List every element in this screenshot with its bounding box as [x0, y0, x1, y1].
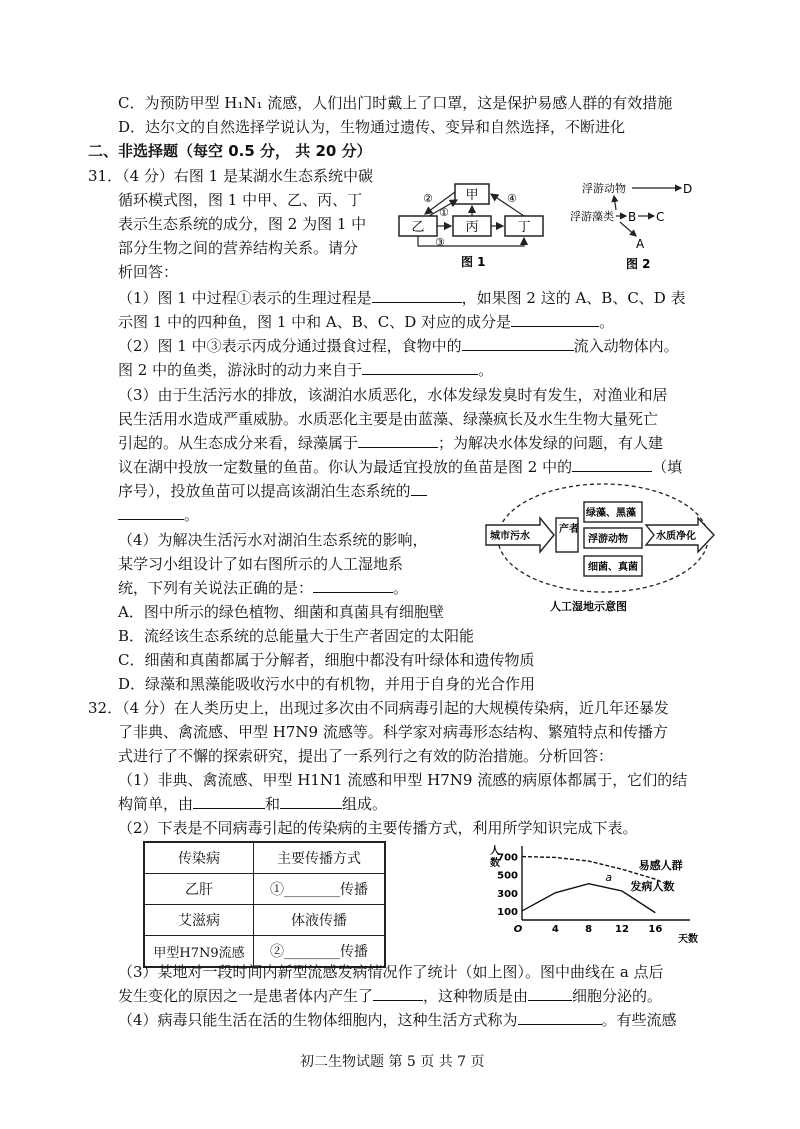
x-tick-label: 4	[551, 924, 559, 935]
arrow-algae-a	[620, 222, 636, 236]
option-c: C．为预防甲型 H₁N₁ 流感，人们出门时戴上了口罩，这是保护易感人群的有效措施	[118, 94, 673, 112]
node-ding: 丁	[517, 220, 531, 235]
table-header-row	[144, 842, 385, 874]
answer-blank[interactable]	[193, 794, 265, 809]
series-label: 发病人数	[630, 880, 675, 894]
q31-4-line2: 某学习小组设计了如右图所示的人工湿地系	[118, 555, 404, 573]
node-yi: 乙	[411, 220, 425, 235]
table-header: 主要传播方式	[254, 842, 386, 874]
answer-blank[interactable]	[572, 457, 652, 472]
q31-3-line5: 序号），投放鱼苗可以提高该湖泊生态系统的	[118, 481, 427, 501]
answer-blank[interactable]	[313, 578, 393, 593]
fig2-d: D	[683, 182, 693, 196]
y-tick-label: 700	[497, 852, 518, 864]
y-axis-label: 人	[490, 846, 500, 857]
q31-line5: 析回答：	[118, 263, 179, 281]
box-algae-label: 绿藻、黑藻	[586, 508, 636, 519]
y-tick-label: 500	[497, 870, 518, 882]
q32-4-line1: （4）病毒只能生活在活的生物体细胞内，这种生活方式称为 。有些流感	[118, 1011, 677, 1029]
q31-line4: 部分生物之间的营养结构关系。请分	[118, 239, 359, 257]
q32-1-line2: 构简单，由 和 组成。	[118, 795, 388, 813]
fig2-zoo: 浮游动物	[582, 182, 626, 195]
q31-line2: 循环模式图，图 1 中甲、乙、丙、丁	[118, 191, 363, 209]
table-cell[interactable]: ①________传播	[254, 874, 386, 905]
q32-line2: 了非典、禽流感、甲型 H7N9 流感等。科学家对病毒形态结构、繁殖特点和传播方	[118, 723, 668, 741]
x-tick-label: 8	[585, 924, 593, 935]
label-p1: ①	[439, 206, 449, 219]
carbon-cycle-diagram	[395, 180, 565, 270]
q31-1-line2: 示图 1 中的四种鱼，图 1 中和 A、B、C、D 对应的成分是 。	[118, 313, 615, 331]
q31-1-line1: （1）图 1 中过程①表示的生理过程是 ，如果图 2 这的 A、B、C、D 表	[118, 289, 686, 307]
x-tick-label: 12	[615, 924, 629, 935]
q31-2-line2: 图 2 中的鱼类，游泳时的动力来自于 。	[118, 361, 494, 379]
y-tick-label: 100	[497, 906, 518, 918]
section-heading: 二、非选择题（每空 0.5 分， 共 20 分）	[88, 142, 372, 160]
node-jia: 甲	[465, 188, 479, 203]
q31-3-line3: 引起的。从生态成分来看，绿藻属于 ；为解决水体发绿的问题，有人建	[118, 434, 664, 452]
answer-blank[interactable]	[280, 794, 342, 809]
answer-blank[interactable]	[118, 505, 184, 520]
fig1-caption: 图 1	[461, 255, 486, 269]
answer-blank[interactable]	[511, 312, 599, 327]
arrow-algae-zoo	[614, 196, 616, 210]
q31-3-line1: （3）由于生活污水的排放，该湖泊水质恶化，水体发绿发臭时有发生，对渔业和居	[118, 386, 668, 404]
table-header: 传染病	[144, 842, 254, 874]
transmission-table	[143, 841, 386, 968]
answer-blank[interactable]	[528, 986, 572, 1001]
table-cell: 体液传播	[254, 905, 386, 936]
table-cell: 甲型H7N9流感	[144, 936, 254, 968]
answer-blank[interactable]	[518, 1010, 602, 1025]
q31-2-line1: （2）图 1 中③表示丙成分通过摄食过程，食物中的 流入动物体内。	[118, 337, 679, 355]
option-c2: C．细菌和真菌都属于分解者，细胞中都没有叶绿体和遗传物质	[118, 651, 535, 669]
fig2-source: 浮游藻类	[570, 210, 614, 223]
option-d: D．达尔文的自然选择学说认为，生物通过遗传、变异和自然选择，不断进化	[118, 118, 626, 136]
x-tick-label: O	[513, 924, 523, 935]
fig2-caption: 图 2	[626, 257, 651, 271]
wetland-diagram	[480, 480, 730, 615]
wetland-caption: 人工湿地示意图	[550, 600, 627, 613]
input-label: 城市污水	[490, 531, 530, 542]
q31-3-line2: 民生活用水造成严重威胁。水质恶化主要是由蓝藻、绿藻疯长及水生生物大量死亡	[118, 410, 659, 428]
q32-line3: 式进行了不懈的探索研究，提出了一系列行之有效的防治措施。分析回答：	[118, 747, 614, 765]
q31-line1: 31．（4 分）右图 1 是某湖水生态系统中碳	[88, 167, 373, 185]
table-cell[interactable]: ②________传播	[254, 936, 386, 968]
q31-3-line6: 。	[118, 505, 199, 525]
output-label: 水质净化	[656, 531, 696, 542]
answer-blank[interactable]	[358, 433, 438, 448]
q32-1-line1: （1）非典、禽流感、甲型 H1N1 流感和甲型 H7N9 流感的病原体都属于，它们的结	[118, 771, 688, 789]
q31-4-line1: （4）为解决生活污水对湖泊生态系统的影响，	[118, 531, 428, 549]
box-zoo-label: 浮游动物	[588, 534, 628, 545]
page-footer: 初二生物试题 第 5 页 共 7 页	[300, 1054, 485, 1070]
label-p2: ②	[423, 192, 433, 205]
y-axis-label: 数	[490, 858, 500, 869]
answer-blank[interactable]	[411, 481, 427, 496]
q32-2-line: （2）下表是不同病毒引起的传染病的主要传播方式，利用所学知识完成下表。	[118, 819, 638, 837]
q32-line1: 32．（4 分）在人类历史上，出现过多次由不同病毒引起的大规模传染病，近几年还暴发	[88, 699, 669, 717]
food-web-diagram	[570, 180, 710, 272]
x-tick-label: 16	[648, 924, 663, 935]
option-b: B．流经该生态系统的总能量大于生产者固定的太阳能	[118, 627, 475, 645]
label-p4: ④	[507, 192, 517, 205]
answer-blank[interactable]	[372, 288, 462, 303]
q31-3-line4: 议在湖中投放一定数量的鱼苗。你认为最适宜投放的鱼苗是图 2 中的 （填	[118, 458, 683, 476]
table-cell: 艾滋病	[144, 905, 254, 936]
q31-4-line3: 统，下列有关说法正确的是： 。	[118, 579, 409, 597]
series-label: 易感人群	[638, 859, 683, 873]
option-a: A．图中所示的绿色植物、细菌和真菌具有细胞壁	[118, 603, 444, 621]
answer-blank[interactable]	[373, 986, 423, 1001]
x-axis-label: 天数	[678, 934, 698, 945]
arrow-yi-ding	[418, 236, 524, 246]
y-tick-label: 300	[497, 888, 518, 900]
flu-chart	[480, 842, 715, 947]
answer-blank[interactable]	[362, 360, 478, 375]
label-p3: ③	[435, 236, 445, 249]
annotation-a: a	[605, 871, 613, 885]
fig2-a: A	[636, 237, 645, 251]
table-row	[144, 874, 385, 905]
producer-label: 产者	[559, 524, 579, 535]
table-row	[144, 905, 385, 936]
table-cell: 乙肝	[144, 874, 254, 905]
q32-3-line1: （3）某地对一段时间内新型流感发病情况作了统计（如上图）。图中曲线在 a 点后	[118, 963, 664, 981]
fig2-c: C	[656, 210, 665, 224]
q32-3-line2: 发生变化的原因之一是患者体内产生了 ，这种物质是由 细胞分泌的。	[118, 987, 663, 1005]
q31-line3: 表示生态系统的成分，图 2 为图 1 中	[118, 215, 367, 233]
answer-blank[interactable]	[462, 336, 574, 351]
option-d2: D．绿藻和黑藻能吸收污水中的有机物，并用于自身的光合作用	[118, 675, 536, 693]
node-bing: 丙	[465, 220, 479, 235]
box-decomposers-label: 细菌、真菌	[588, 562, 638, 573]
fig2-b: B	[628, 210, 637, 224]
